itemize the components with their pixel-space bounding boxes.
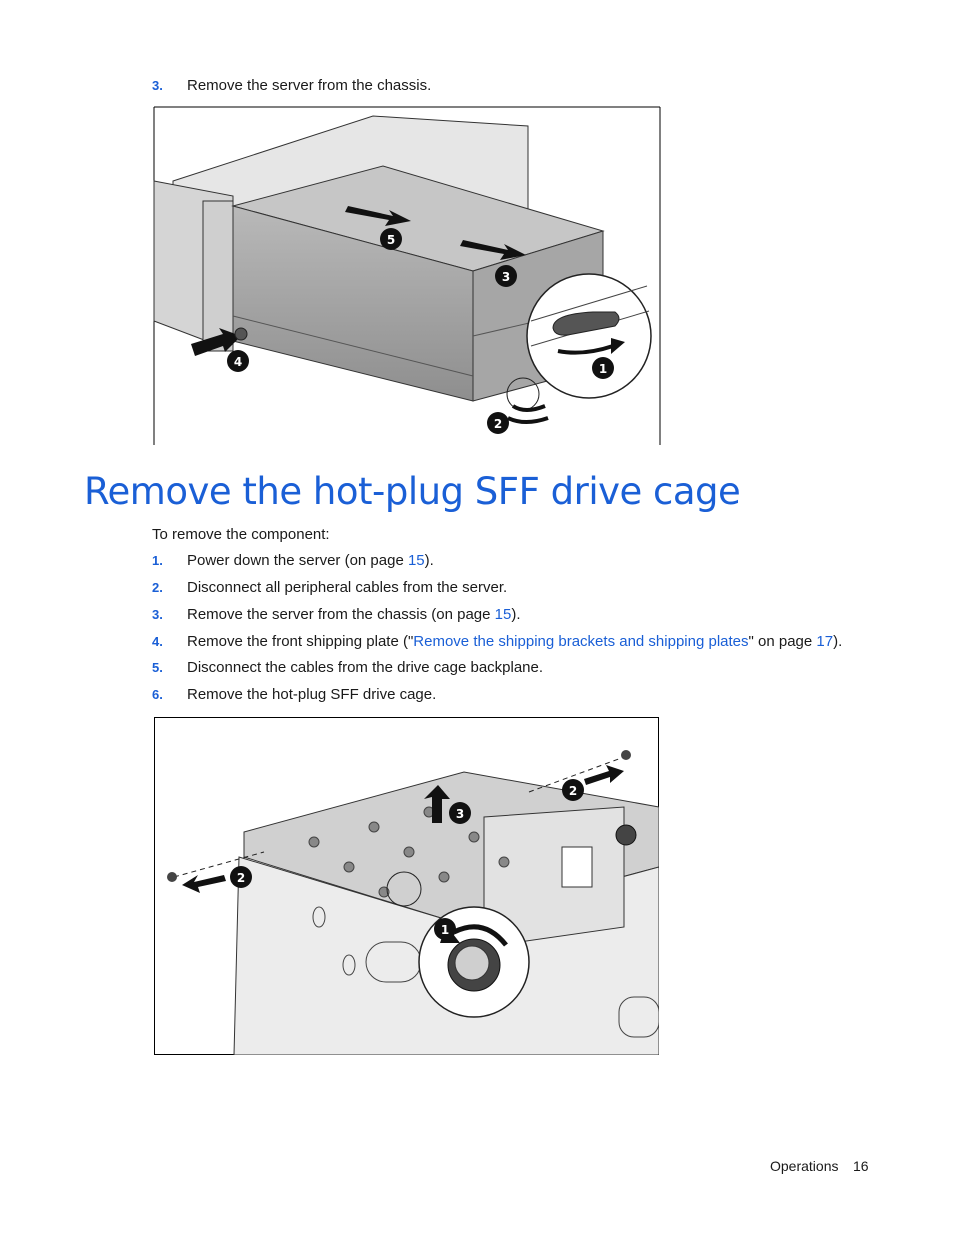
callout-4 (227, 350, 249, 372)
callout-2 (487, 412, 509, 434)
footer-section: Operations (770, 1158, 839, 1174)
section-link[interactable]: Remove the shipping brackets and shipping plates (413, 633, 749, 650)
callout-1 (592, 357, 614, 379)
step-text: Remove the server from the chassis. (187, 77, 432, 94)
step-text-end: ). (424, 552, 434, 569)
svg-text:3: 3 (501, 270, 511, 284)
page-link[interactable]: 17 (816, 633, 834, 650)
figure-drive-cage (154, 717, 659, 1055)
callout-2-right (562, 779, 584, 801)
step-text: Power down the server (on page (187, 552, 408, 569)
section-heading: Remove the hot-plug SFF drive cage (84, 470, 741, 513)
step-text-end: ). (833, 633, 843, 650)
page-link[interactable]: 15 (494, 606, 512, 623)
figure-remove-server (153, 106, 661, 445)
step-text: Remove the hot-plug SFF drive cage. (187, 686, 437, 703)
svg-text:4: 4 (233, 355, 243, 369)
svg-text:2: 2 (236, 871, 246, 885)
svg-text:5: 5 (386, 233, 396, 247)
callout-5 (380, 228, 402, 250)
step-number: 2. (152, 580, 163, 595)
step-text-middle: " on page (748, 633, 817, 650)
intro-text: To remove the component: (152, 526, 330, 543)
svg-text:2: 2 (493, 417, 503, 431)
callout-3 (449, 802, 471, 824)
drive-cage-illustration (154, 717, 659, 1055)
step-number: 6. (152, 687, 163, 702)
step-number: 1. (152, 553, 163, 568)
step-text: Disconnect all peripheral cables from the server. (187, 579, 508, 596)
step-number: 4. (152, 634, 163, 649)
svg-text:1: 1 (598, 362, 608, 376)
step-text-end: ). (511, 606, 521, 623)
callout-2-left (230, 866, 252, 888)
svg-text:1: 1 (440, 923, 450, 937)
step-text: Remove the server from the chassis (on page (187, 606, 495, 623)
callout-1 (434, 918, 456, 940)
step-number: 3. (152, 607, 163, 622)
svg-text:3: 3 (455, 807, 465, 821)
step-number: 5. (152, 660, 163, 675)
svg-text:2: 2 (568, 784, 578, 798)
step-number: 3. (152, 78, 163, 93)
page-link[interactable]: 15 (407, 552, 425, 569)
footer-page-number: 16 (853, 1158, 869, 1174)
step-text: Remove the front shipping plate (" (187, 633, 414, 650)
server-illustration (153, 106, 661, 445)
callout-3 (495, 265, 517, 287)
step-text: Disconnect the cables from the drive cage backplane. (187, 659, 544, 676)
